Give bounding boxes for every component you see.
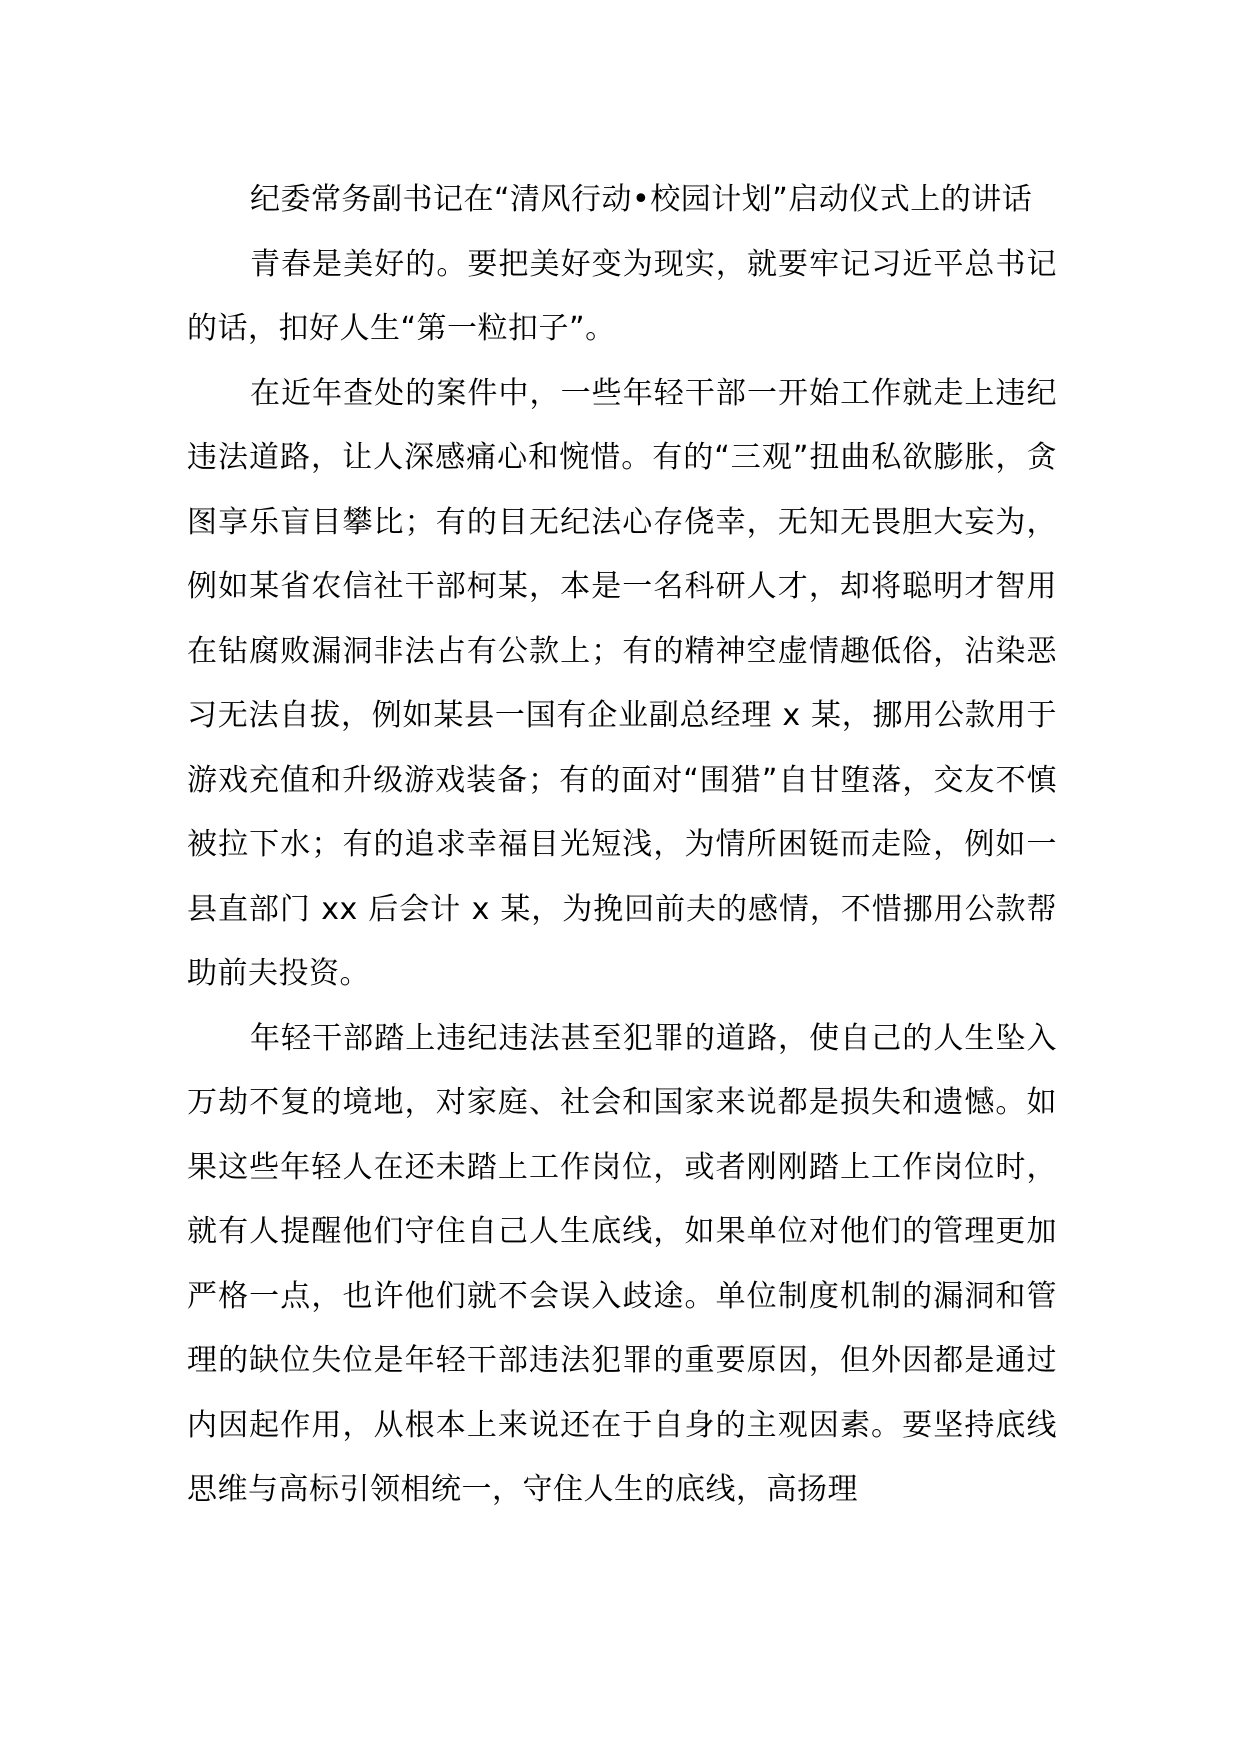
speech-title: 纪委常务副书记在“清风行动•校园计划”启动仪式上的讲话	[250, 182, 1033, 217]
paragraph-analysis: 年轻干部踏上违纪违法甚至犯罪的道路，使自己的人生坠入万劫不复的境地，对家庭、社会和国家来说都是损失和遗憾。如果这些年轻人在还未踏上工作岗位，或者刚刚踏上工作岗位时，就有人提醒他们守住自己人生底线，如果单位对他们的管理更加严格一点，也许他们就不会误入歧途。单位制度机制的漏洞和管理的缺位失位是年轻干部违法犯罪的重要原因，但外因都是通过内因起作用，从根本上来说还在于自身的主观因素。要坚持底线思维与高标引领相统一，守住人生的底线，高扬理	[187, 1020, 1057, 1507]
paragraph-cases: 在近年查处的案件中，一些年轻干部一开始工作就走上违纪违法道路，让人深感痛心和惋惜。有的“三观”扭曲私欲膨胀，贪图享乐盲目攀比；有的目无纪法心存侥幸，无知无畏胆大妄为，例如某省农信社干部柯某，本是一名科研人才，却将聪明才智用在钻腐败漏洞非法占有公款上；有的精神空虚情趣低俗，沾染恶习无法自拔，例如某县一国有企业副总经理 x 某，挪用公款用于游戏充值和升级游戏装备；有的面对“围猎”自甘堕落，交友不慎被拉下水；有的追求幸福目光短浅，为情所困铤而走险，例如一县直部门 xx 后会计 x 某，为挽回前夫的感情，不惜挪用公款帮助前夫投资。	[187, 375, 1057, 991]
document-body	[187, 168, 1057, 1523]
paragraph-intro: 青春是美好的。要把美好变为现实，就要牢记习近平总书记的话，扣好人生“第一粒扣子”。	[187, 246, 1057, 346]
